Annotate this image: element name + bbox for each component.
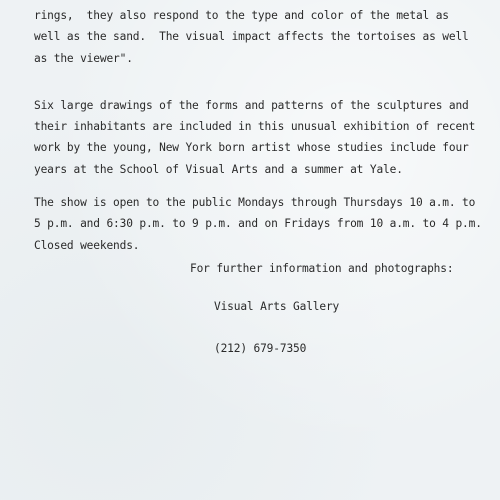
phone-number: (212) 679-7350 <box>214 342 307 355</box>
text-line: as the viewer". <box>34 52 133 65</box>
text-line: The show is open to the public Mondays through Thursdays 10 a.m. to <box>34 196 476 209</box>
text-line: Six large drawings of the forms and patterns of the sculptures and <box>34 99 469 112</box>
text-line: work by the young, New York born artist whose studies include four <box>34 141 469 154</box>
text-line: rings, they also respond to the type and color of the metal as <box>34 9 449 22</box>
text-line: years at the School of Visual Arts and a summer at Yale. <box>34 163 403 176</box>
contact-intro: For further information and photographs: <box>190 262 454 275</box>
text-line: 5 p.m. and 6:30 p.m. to 9 p.m. and on Fridays from 10 a.m. to 4 p.m. <box>34 217 482 230</box>
text-line: well as the sand. The visual impact affects the tortoises as well <box>34 30 469 43</box>
text-line: Closed weekends. <box>34 239 140 252</box>
text-line: their inhabitants are included in this unusual exhibition of recent <box>34 120 476 133</box>
gallery-name: Visual Arts Gallery <box>214 300 340 313</box>
